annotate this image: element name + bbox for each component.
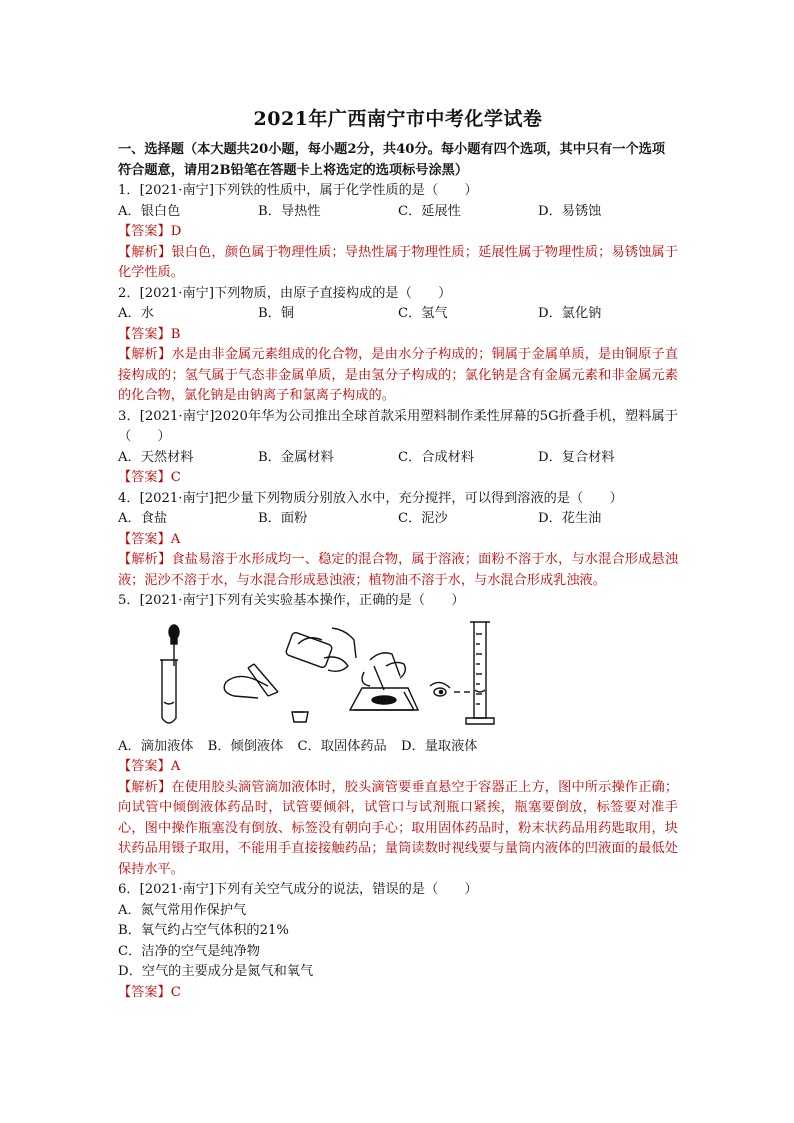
answer-value: C: [170, 470, 181, 485]
analysis-tag: 【解析】: [118, 347, 172, 362]
question-1-answer: [118, 222, 678, 243]
dropper-test-tube-drawing: [160, 625, 179, 723]
lab-operations-figure: [118, 614, 678, 734]
answer-tag: 【答案】: [118, 759, 171, 774]
option-b: B．倾倒液体: [207, 738, 284, 754]
question-5-options: [118, 737, 678, 758]
question-1-analysis: [118, 243, 678, 284]
analysis-text: 食盐易溶于水形成均一、稳定的混合物，属于溶液；面粉不溶于水，与水混合形成悬浊液；泥沙不溶于水，与水混合形成悬浊液；植物油不溶于水，与水混合形成乳浊液。: [118, 552, 679, 588]
option-c: C．洁净的空气是纯净物: [118, 943, 260, 959]
question-4-answer: [118, 530, 678, 551]
option-b: B．金属材料: [258, 449, 334, 465]
option-a: A．天然材料: [118, 449, 194, 465]
answer-tag: 【答案】: [118, 984, 171, 1000]
question-4-options: [118, 509, 678, 530]
option-c: C．延展性: [398, 203, 461, 219]
question-3-options: [118, 448, 678, 469]
option-b: B．面粉: [258, 511, 308, 526]
answer-tag: 【答案】: [118, 531, 171, 547]
option-a: A．滴加液体: [118, 738, 194, 754]
question-3-answer: [118, 468, 678, 489]
analysis-text: 银白色，颜色属于物理性质；导热性属于物理性质；延展性属于物理性质；易锈蚀属于化学性质。: [118, 244, 679, 280]
question-1-options: [118, 202, 678, 223]
option-c: C．取固体药品: [297, 738, 387, 754]
answer-value: B: [170, 326, 181, 342]
answer-value: C: [170, 984, 181, 1000]
option-d: D．花生油: [538, 511, 602, 526]
exam-page: [118, 104, 678, 1003]
analysis-tag: 【解析】: [118, 244, 172, 260]
question-2-stem: 2．[2021·南宁]下列物质，由原子直接构成的是（ ）: [118, 285, 452, 301]
section-intro: 一、选择题（本大题共20小题，每小题2分，共40分。每小题有四个选项，其中只有一个选项符合题意，请用2B铅笔在答题卡上将选定的选项标号涂黑）: [118, 142, 666, 178]
question-2-answer: [118, 325, 678, 346]
question-5-stem: 5．[2021·南宁]下列有关实验基本操作，正确的是（ ）: [118, 593, 465, 608]
option-b: B．铜: [258, 306, 295, 321]
option-a: A．水: [118, 306, 154, 321]
graduated-cylinder-drawing: [430, 622, 494, 724]
option-d: D．量取液体: [400, 738, 478, 754]
question-1-stem: 1．[2021·南宁]下列铁的性质中，属于化学性质的是（ ）: [118, 183, 478, 198]
answer-tag: 【答案】: [118, 224, 171, 239]
analysis-tag: 【解析】: [118, 552, 172, 567]
answer-value: A: [170, 531, 181, 547]
question-6-stem: 6．[2021·南宁]下列有关空气成分的说法，错误的是（ ）: [118, 882, 478, 897]
question-4-stem: 4．[2021·南宁]把少量下列物质分别放入水中，充分搅拌，可以得到溶液的是（ ）: [118, 490, 623, 506]
answer-tag: 【答案】: [118, 326, 171, 342]
question-6-answer: [118, 983, 678, 1004]
option-a: A．食盐: [118, 511, 168, 526]
answer-tag: 【答案】: [118, 470, 171, 485]
option-d: D．复合材料: [538, 449, 615, 465]
lab-illustration: [118, 614, 678, 734]
option-d: D．易锈蚀: [538, 203, 602, 219]
option-c: C．泥沙: [398, 511, 448, 526]
answer-value: A: [170, 759, 181, 774]
question-2-options: [118, 304, 678, 325]
question-2-analysis: [118, 345, 678, 407]
question-4-analysis: [118, 550, 678, 591]
option-d: D．空气的主要成分是氮气和氧气: [118, 964, 314, 979]
option-b: B．导热性: [258, 203, 321, 219]
analysis-text: 水是由非金属元素组成的化合物，是由水分子构成的；铜属于金属单质，是由铜原子直接构成的；氢气属于气态非金属单质，是由氢分子构成的；氯化钠是含有金属元素和非金属元素的化合物，氯化钠是由钠离子和氯离子构成的。: [118, 347, 679, 403]
option-c: C．合成材料: [398, 449, 475, 465]
solid-reagent-drawing: [350, 652, 418, 709]
question-5-analysis: [118, 778, 678, 881]
analysis-text: 在使用胶头滴管滴加液体时，胶头滴管要垂直悬空于容器正上方，图中所示操作正确；向试管中倾倒液体药品时，试管要倾斜，试管口与试剂瓶口紧挨，瓶塞要倒放，标签要对准手心，图中操作瓶塞没有倒放、标签没有朝向手心；取用固体药品时，粉末状药品用药匙取用，块状药品用镊子取用，不能用手直接接触药品；量筒读数时视线要与量筒内液体的凹液面的最低处保持水平。: [118, 779, 679, 877]
question-5-answer: [118, 757, 678, 778]
question-3-stem: 3．[2021·南宁]2020年华为公司推出全球首款采用塑料制作柔性屏幕的5G折叠手机，塑料属于（ ）: [118, 408, 678, 444]
option-b: B．氧气约占空气体积的21%: [118, 923, 289, 938]
answer-value: D: [170, 224, 182, 239]
page-title: 2021年广西南宁市中考化学试卷: [253, 108, 543, 130]
option-a: A．银白色: [118, 203, 181, 219]
option-a: A．氮气常用作保护气: [118, 902, 247, 918]
analysis-tag: 【解析】: [118, 779, 172, 795]
option-c: C．氢气: [398, 306, 448, 321]
pouring-liquid-drawing: [224, 628, 356, 722]
option-d: D．氯化钠: [538, 306, 602, 321]
